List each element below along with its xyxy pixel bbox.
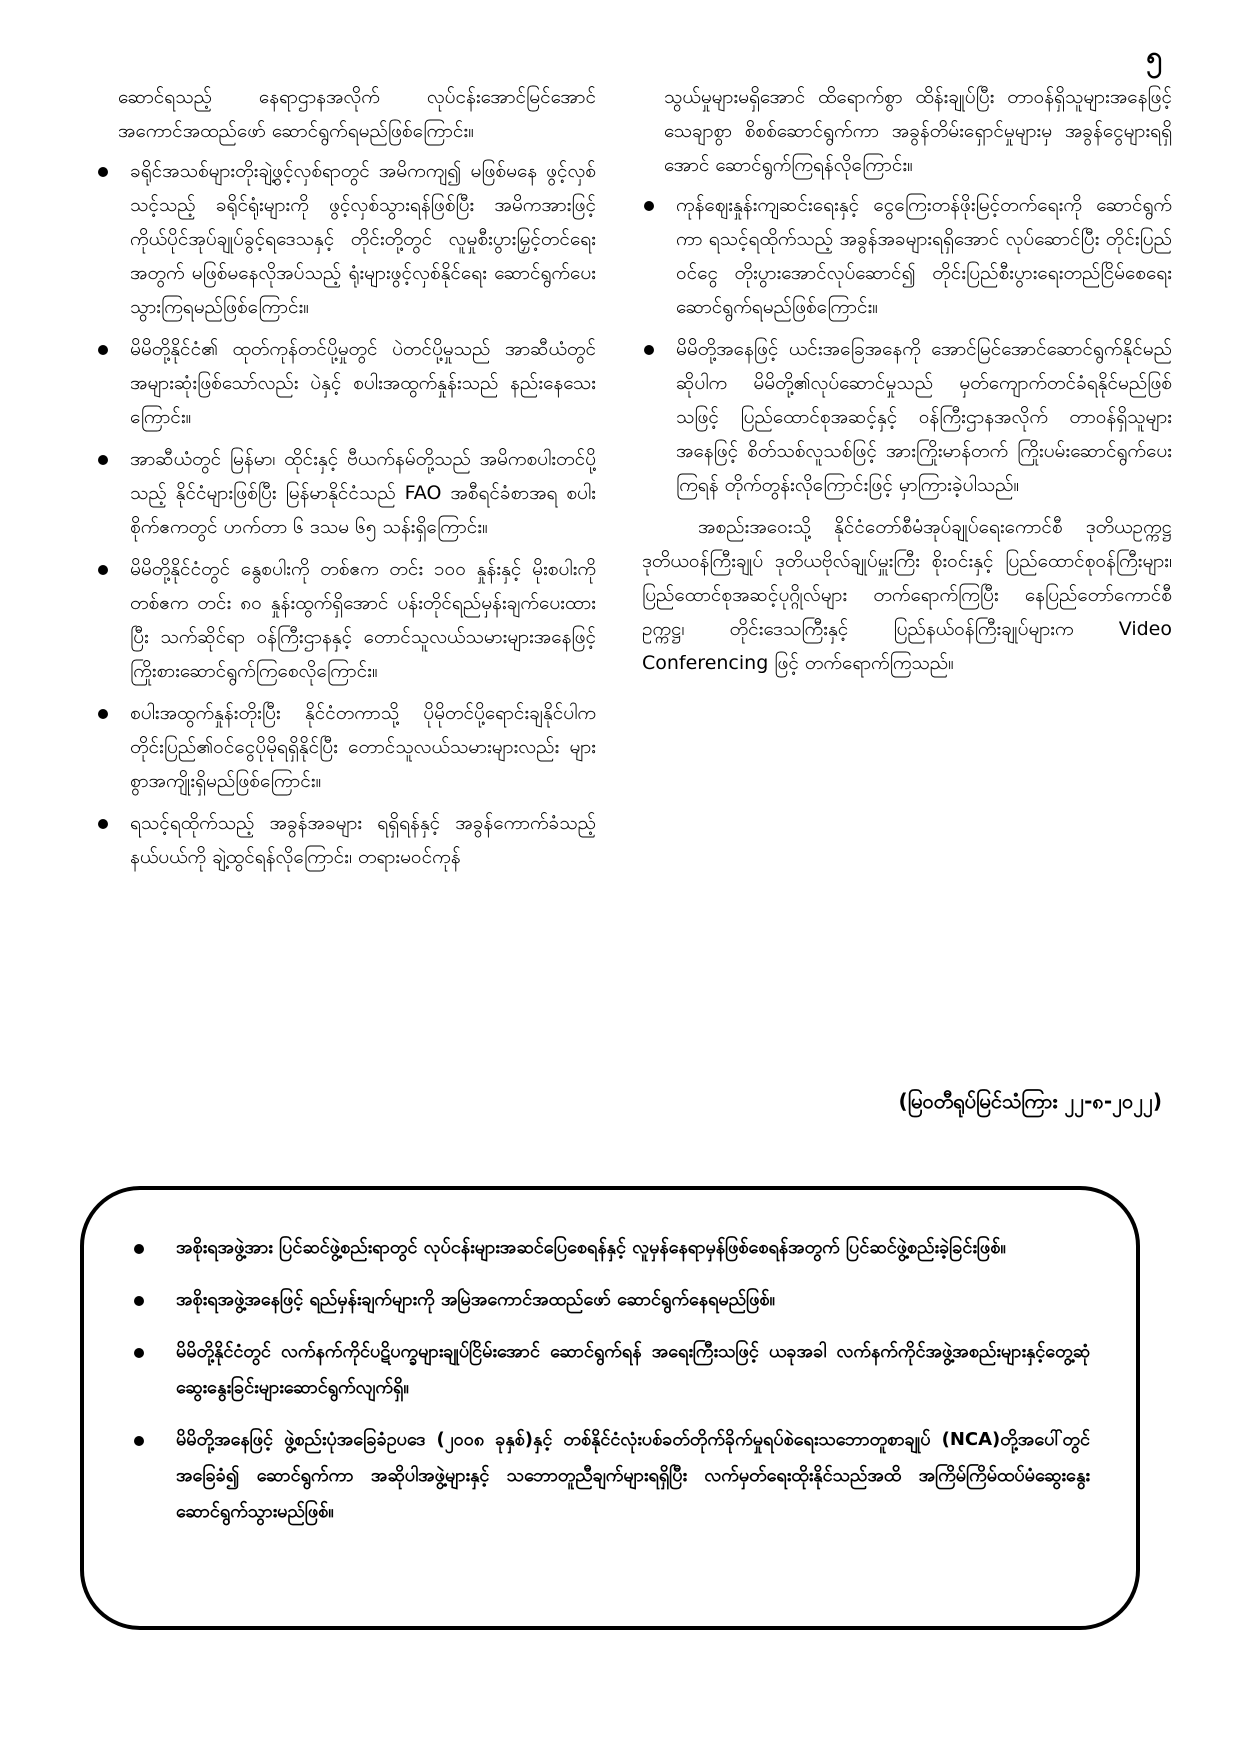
list-item (96, 806, 596, 874)
list-item (642, 188, 1172, 324)
list-item (642, 332, 1172, 502)
bullet-text: မိမိတို့အနေဖြင့် ယင်းအခြေအနေကို အောင်မြင်အောင်ဆောင်ရွက်နိုင်မည်ဆိုပါက မိမိတို့၏လုပ်ဆောင်မှုသည် မှတ်ကျောက်တင်ခံရနိုင်မည်ဖြစ်သဖြင့် ပြည်ထောင်စုအဆင့်နှင့် ဝန်ကြီးဌာနအလိုက် တာဝန်ရှိသူများအနေဖြင့် စိတ်သစ်လူသစ်ဖြင့် အားကြိုးမာန်တက် ကြိုးပမ်းဆောင်ရွက်ပေးကြရန် တိုက်တွန်းလိုကြောင်းဖြင့် မှာကြားခဲ့ပါသည်။ (676, 338, 1172, 496)
bullet-text: မိမိတို့နိုင်ငံတွင် နွေစပါးကို တစ်ဧက တင်း ၁၀၀ နှုန်းနှင့် မိုးစပါးကို တစ်ဧက တင်း ၈၀ နှုန်းထွက်ရှိအောင် ပန်းတိုင်ရည်မှန်းချက်ပေးထားပြီး သက်ဆိုင်ရာ ဝန်ကြီးဌာနနှင့် တောင်သူလယ်သမားများအနေဖြင့် ကြိုးစားဆောင်ရွက်ကြစေလိုကြောင်း။ (130, 558, 596, 682)
summary-item (130, 1230, 1090, 1266)
bullet-text: အာဆီယံတွင် မြန်မာ၊ ထိုင်းနှင့် ဗီယက်နမ်တို့သည် အမိကစပါးတင်ပို့သည့် နိုင်ငံများဖြစ်ပြီး မြန်မာနိုင်ငံသည် FAO အစီရင်ခံစာအရ စပါးစိုက်ဧကတွင် ဟက်တာ ၆ ဒသမ ၆၅ သန်းရှိကြောင်း။ (130, 448, 596, 538)
summary-text: မိမိတို့နိုင်ငံတွင် လက်နက်ကိုင်ပဋိပက္ခများချုပ်ငြိမ်းအောင် ဆောင်ရွက်ရန် အရေးကြီးသဖြင့် ယခုအခါ လက်နက်ကိုင်အဖွဲ့အစည်းများနှင့်တွေ့ဆုံဆွေးနွေးခြင်းများဆောင်ရွက်လျက်ရှိ။ (176, 1341, 1090, 1398)
summary-item (130, 1422, 1090, 1530)
closing-paragraph: အစည်းအဝေးသို့ နိုင်ငံတော်စီမံအုပ်ချုပ်ရေးကောင်စီ ဒုတိယဥက္ကဋ္ဌ ဒုတိယဝန်ကြီးချုပ် ဒုတိယဗိုလ်ချုပ်မှူးကြီး စိုးဝင်းနှင့် ပြည်ထောင်စုဝန်ကြီးများ၊ ပြည်ထောင်စုအဆင့်ပုဂ္ဂိုလ်များ တက်ရောက်ကြပြီး နေပြည်တော်ကောင်စီဥက္ကဋ္ဌ၊ တိုင်းဒေသကြီးနှင့် ပြည်နယ်ဝန်ကြီးချုပ်များက Video Conferencing ဖြင့် တက်ရောက်ကြသည်။ (642, 516, 1172, 674)
bullet-icon (134, 1244, 144, 1254)
bullet-icon (98, 167, 108, 177)
bullet-icon (98, 345, 108, 355)
right-bullet-list (642, 188, 1172, 502)
right-column (642, 80, 1172, 686)
bullet-icon (134, 1348, 144, 1358)
left-continuation-text: ဆောင်ရသည့် နေရာဌာနအလိုက် လုပ်ငန်းအောင်မြင်အောင် အကောင်အထည်ဖော် ဆောင်ရွက်ရမည်ဖြစ်ကြောင်း။ (118, 86, 596, 142)
bullet-text: ကုန်ဈေးနှုန်းကျဆင်းရေးနှင့် ငွေကြေးတန်ဖိုးမြင့်တက်ရေးကို ဆောင်ရွက်ကာ ရသင့်ရထိုက်သည့် အခွန်အခများရရှိအောင် လုပ်ဆောင်ပြီး တိုင်းပြည်ဝင်ငွေ တိုးပွားအောင်လုပ်ဆောင်၍ တိုင်းပြည်စီးပွားရေးတည်ငြိမ်စေရေး ဆောင်ရွက်ရမည်ဖြစ်ကြောင်း။ (676, 194, 1172, 318)
summary-item (130, 1334, 1090, 1406)
summary-item (130, 1282, 1090, 1318)
bullet-icon (98, 455, 108, 465)
bullet-text: ခရိုင်အသစ်များတိုးချဲ့ဖွင့်လှစ်ရာတွင် အမိကကျ၍ မဖြစ်မနေ ဖွင့်လှစ်သင့်သည့် ခရိုင်ရုံးများကို ဖွင့်လှစ်သွားရန်ဖြစ်ပြီး အမိကအားဖြင့် ကိုယ်ပိုင်အုပ်ချုပ်ခွင့်ရဒေသနှင့် တိုင်းတို့တွင် လူမှုစီးပွားမြှင့်တင်ရေးအတွက် မဖြစ်မနေလိုအပ်သည့် ရုံးများဖွင့်လှစ်နိုင်ရေး ဆောင်ရွက်ပေးသွားကြရမည်ဖြစ်ကြောင်း။ (130, 160, 596, 318)
left-bullet-list (96, 154, 596, 874)
list-item (96, 154, 596, 324)
summary-text: အစိုးရအဖွဲ့အား ပြင်ဆင်ဖွဲ့စည်းရာတွင် လုပ်ငန်းများအဆင်ပြေစေရန်နှင့် လူမှန်နေရာမှန်ဖြစ်စေရန်အတွက် ပြင်ဆင်ဖွဲ့စည်းခဲ့ခြင်းဖြစ်။ (176, 1237, 1006, 1258)
bullet-icon (644, 345, 654, 355)
bullet-icon (98, 709, 108, 719)
bullet-icon (98, 819, 108, 829)
summary-list (84, 1190, 1136, 1530)
source-citation: (မြဝတီရုပ်မြင်သံကြား ၂၂-၈-၂၀၂၂) (898, 1089, 1162, 1113)
list-item (96, 552, 596, 688)
summary-text: အစိုးရအဖွဲ့အနေဖြင့် ရည်မှန်းချက်များကို အမြဲအကောင်အထည်ဖော် ဆောင်ရွက်နေရမည်ဖြစ်။ (176, 1289, 775, 1310)
list-item (96, 332, 596, 434)
list-item (96, 696, 596, 798)
summary-text: မိမိတို့အနေဖြင့် ဖွဲ့စည်းပုံအခြေခံဥပဒေ (၂၀၀၈ ခုနှစ်)နှင့် တစ်နိုင်ငံလုံးပစ်ခတ်တိုက်ခိုက်မှုရပ်စဲရေးသဘောတူစာချုပ် (NCA)တို့အပေါ်တွင် အခြေခံ၍ ဆောင်ရွက်ကာ အဆိုပါအဖွဲ့များနှင့် သဘောတူညီချက်များရရှိပြီး လက်မှတ်ရေးထိုးနိုင်သည်အထိ အကြိမ်ကြိမ်ထပ်မံဆွေးနွေးဆောင်ရွက်သွားမည်ဖြစ်။ (176, 1429, 1090, 1522)
bullet-icon (98, 565, 108, 575)
bullet-text: ရသင့်ရထိုက်သည့် အခွန်အခများ ရရှိရန်နှင့် အခွန်ကောက်ခံသည့် နယ်ပယ်ကို ချဲ့ထွင်ရန်လိုကြောင်း၊ တရားမဝင်ကုန် (130, 812, 596, 868)
right-continuation-text: သွယ်မှုများမရှိအောင် ထိရောက်စွာ ထိန်းချုပ်ပြီး တာဝန်ရှိသူများအနေဖြင့် သေချာစွာ စိစစ်ဆောင်ရွက်ကာ အခွန်တိမ်းရှောင်မှုများမှ အခွန်ငွေများရရှိအောင် ဆောင်ရွက်ကြရန်လိုကြောင်း။ (664, 86, 1172, 176)
bullet-text: စပါးအထွက်နှုန်းတိုးပြီး နိုင်ငံတကာသို့ ပိုမိုတင်ပို့ရောင်းချနိုင်ပါက တိုင်းပြည်၏ဝင်ငွေပိုမိုရရှိနိုင်ပြီး တောင်သူလယ်သမားများလည်း များစွာအကျိုးရှိမည်ဖြစ်ကြောင်း။ (130, 702, 596, 792)
list-item (96, 442, 596, 544)
bullet-icon (644, 201, 654, 211)
page-number: ၅ (1146, 40, 1162, 73)
bullet-icon (134, 1436, 144, 1446)
summary-box (80, 1186, 1140, 1630)
bullet-icon (134, 1296, 144, 1306)
left-column (96, 80, 596, 882)
bullet-text: မိမိတို့နိုင်ငံ၏ ထုတ်ကုန်တင်ပို့မှုတွင် ပဲတင်ပို့မှုသည် အာဆီယံတွင် အများဆုံးဖြစ်သော်လည်း ပဲနှင့် စပါးအထွက်နှုန်းသည် နည်းနေသေးကြောင်း။ (130, 338, 596, 428)
